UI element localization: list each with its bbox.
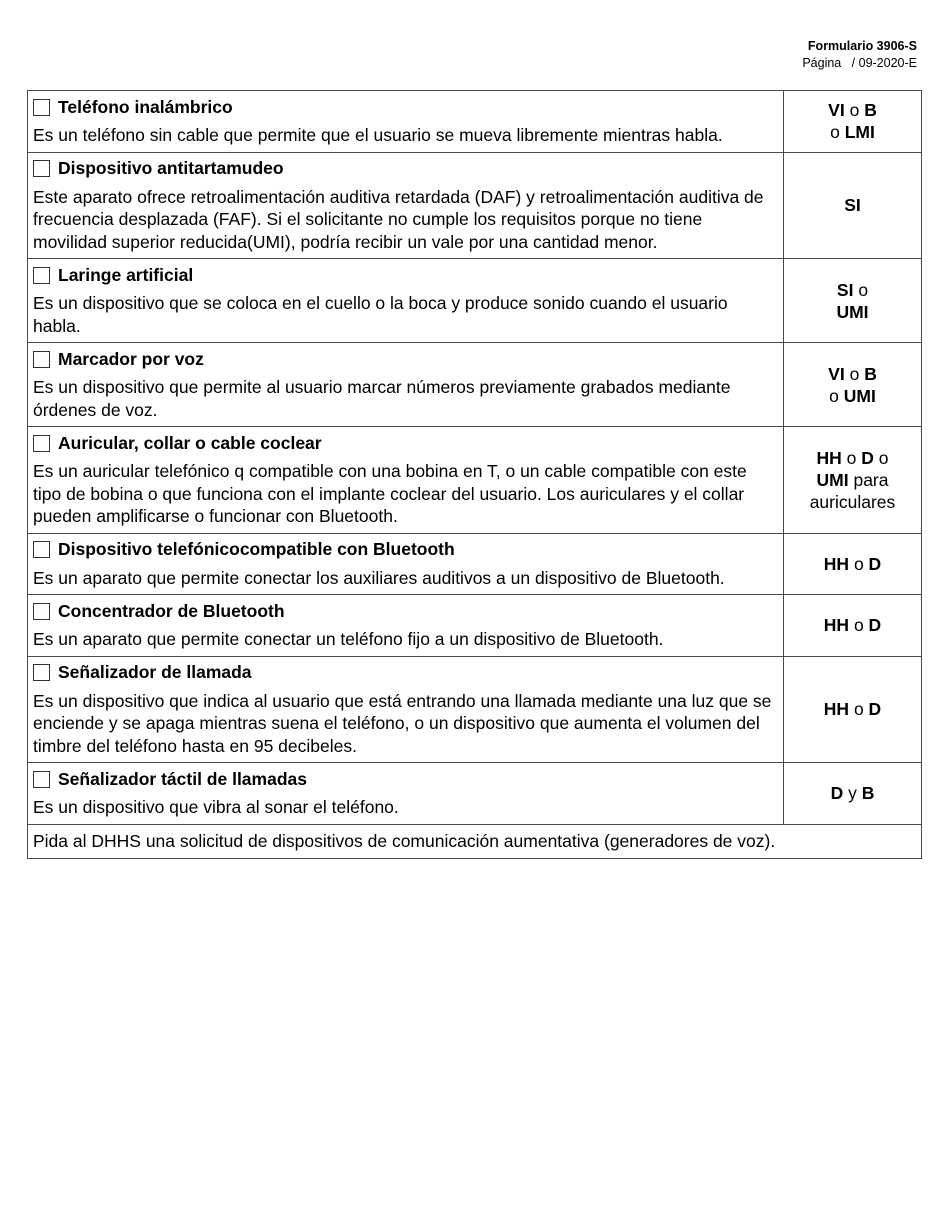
eligibility-cell: [784, 595, 922, 657]
eligibility-connector: auriculares: [809, 491, 896, 512]
eligibility-line: [790, 491, 915, 513]
device-description: Es un dispositivo que indica al usuario que está entrando una llamada mediante una luz que se enciende y se apaga mientras suena el teléfono, o un dispositivo que aumenta el volumen del timbre del teléfono hasta en 95 decibeles.: [33, 690, 772, 756]
eligibility-cell: [784, 763, 922, 825]
device-row: [28, 427, 922, 534]
device-description-cell: [28, 763, 784, 825]
device-description: Es un dispositivo que se coloca en el cuello o la boca y produce sonido cuando el usuario habla.: [33, 293, 728, 336]
device-checkbox[interactable]: [33, 267, 50, 284]
eligibility-code: HH: [823, 615, 850, 636]
eligibility-connector: o: [844, 363, 865, 384]
eligibility-line: [790, 698, 915, 720]
device-title-line: [33, 346, 777, 372]
eligibility-connector: o: [829, 385, 844, 406]
eligibility-cell: [784, 656, 922, 763]
eligibility-connector: o: [849, 699, 869, 720]
eligibility-code: D: [868, 553, 882, 574]
eligibility-code: VI: [828, 100, 845, 121]
device-title-line: [33, 660, 777, 686]
device-checkbox[interactable]: [33, 771, 50, 788]
device-checkbox[interactable]: [33, 435, 50, 452]
eligibility-code: B: [861, 783, 875, 804]
device-title-line: [33, 156, 777, 182]
device-title-line: [33, 94, 777, 120]
device-title: Dispositivo antitartamudeo: [58, 158, 284, 178]
eligibility-line: [790, 447, 915, 469]
device-description-cell: [28, 91, 784, 153]
eligibility-code: D: [830, 783, 844, 804]
device-checkbox[interactable]: [33, 99, 50, 116]
eligibility-connector: o: [853, 279, 869, 300]
eligibility-code: UMI: [816, 469, 849, 490]
footer-row: [28, 824, 922, 858]
device-row: [28, 259, 922, 343]
device-description: Es un dispositivo que vibra al sonar el teléfono.: [33, 797, 399, 817]
device-description-cell: [28, 259, 784, 343]
eligibility-line: [790, 614, 915, 636]
eligibility-connector: y: [843, 783, 862, 804]
eligibility-code: UMI: [836, 301, 869, 322]
device-description: Es un aparato que permite conectar los auxiliares auditivos a un dispositivo de Bluetooth.: [33, 567, 725, 588]
eligibility-line: [790, 363, 915, 385]
device-checkbox[interactable]: [33, 351, 50, 368]
eligibility-line: [790, 279, 915, 301]
device-checkbox[interactable]: [33, 160, 50, 177]
eligibility-code: D: [868, 615, 882, 636]
form-header: [802, 38, 917, 72]
eligibility-code: D: [868, 699, 882, 720]
device-description-cell: [28, 427, 784, 534]
eligibility-cell: [784, 533, 922, 595]
eligibility-code: B: [864, 363, 877, 384]
device-title: Teléfono inalámbrico: [58, 96, 233, 117]
eligibility-connector: o: [849, 553, 869, 574]
device-description: Es un dispositivo que permite al usuario marcar números previamente grabados mediante órdenes de voz.: [33, 377, 731, 420]
device-title-line: [33, 598, 777, 624]
footer-note: Pida al DHHS una solicitud de dispositivos de comunicación aumentativa (generadores de voz).: [28, 824, 922, 858]
eligibility-line: [790, 121, 915, 143]
device-description: Es un teléfono sin cable que permite que el usuario se mueva libremente mientras habla.: [33, 125, 723, 145]
device-title: Laringe artificial: [58, 264, 194, 285]
eligibility-connector: o: [844, 100, 865, 121]
eligibility-line: [790, 194, 915, 216]
eligibility-connector: o: [849, 615, 869, 636]
eligibility-connector: o: [830, 122, 845, 143]
device-description: Es un aparato que permite conectar un teléfono fijo a un dispositivo de Bluetooth.: [33, 629, 664, 649]
device-description-cell: [28, 656, 784, 763]
eligibility-code: D: [861, 447, 874, 468]
device-title-line: [33, 766, 777, 792]
device-checkbox[interactable]: [33, 541, 50, 558]
eligibility-connector: para: [848, 469, 889, 490]
device-title-line: [33, 537, 777, 563]
device-description-cell: [28, 533, 784, 595]
device-description-cell: [28, 595, 784, 657]
eligibility-code: SI: [844, 195, 861, 216]
eligibility-code: B: [864, 100, 877, 121]
eligibility-code: LMI: [844, 122, 875, 143]
device-title: Marcador por voz: [58, 348, 204, 369]
eligibility-cell: [784, 427, 922, 534]
eligibility-code: SI: [836, 279, 854, 300]
device-row: [28, 343, 922, 427]
device-description: Es un auricular telefónico q compatible con una bobina en T, o un cable compatible con este tipo de bobina o que funciona con el implante coclear del usuario. Los auriculares y el collar pueden amplificarse o funcionar con Bluetooth.: [33, 461, 747, 526]
eligibility-line: [790, 301, 915, 323]
eligibility-code: HH: [823, 699, 850, 720]
eligibility-code: HH: [823, 553, 850, 574]
eligibility-connector: o: [873, 447, 889, 468]
eligibility-line: [790, 553, 915, 575]
eligibility-connector: o: [841, 447, 862, 468]
eligibility-line: [790, 782, 915, 804]
device-row: [28, 595, 922, 657]
device-title: Señalizador táctil de llamadas: [58, 768, 307, 789]
device-table: [27, 90, 922, 859]
device-title: Dispositivo telefónicocompatible con Bluetooth: [58, 539, 455, 559]
device-title-line: [33, 430, 777, 456]
device-description: Este aparato ofrece retroalimentación auditiva retardada (DAF) y retroalimentación auditiva de frecuencia desplazada (FAF). Si el solicitante no cumple los requisitos porque no tiene movilidad superior reducida(UMI), podría recibir un vale por una cantidad menor.: [33, 186, 764, 252]
form-number: Formulario 3906-S: [807, 39, 917, 53]
device-row: [28, 656, 922, 763]
eligibility-line: [790, 469, 915, 491]
device-checkbox[interactable]: [33, 664, 50, 681]
device-title-line: [33, 262, 777, 288]
eligibility-cell: [784, 91, 922, 153]
eligibility-cell: [784, 152, 922, 259]
device-title: Auricular, collar o cable coclear: [58, 432, 322, 453]
eligibility-code: UMI: [843, 385, 876, 406]
device-row: [28, 91, 922, 153]
device-row: [28, 763, 922, 825]
eligibility-line: [790, 99, 915, 121]
eligibility-line: [790, 385, 915, 407]
eligibility-code: HH: [816, 447, 842, 468]
device-row: [28, 533, 922, 595]
eligibility-cell: [784, 343, 922, 427]
device-checkbox[interactable]: [33, 603, 50, 620]
device-title: Concentrador de Bluetooth: [58, 600, 285, 621]
eligibility-code: VI: [828, 363, 845, 384]
device-title: Señalizador de llamada: [58, 662, 252, 682]
device-description-cell: [28, 343, 784, 427]
eligibility-cell: [784, 259, 922, 343]
device-description-cell: [28, 152, 784, 259]
device-row: [28, 152, 922, 259]
page-line: Página / 09-2020-E: [802, 56, 917, 70]
